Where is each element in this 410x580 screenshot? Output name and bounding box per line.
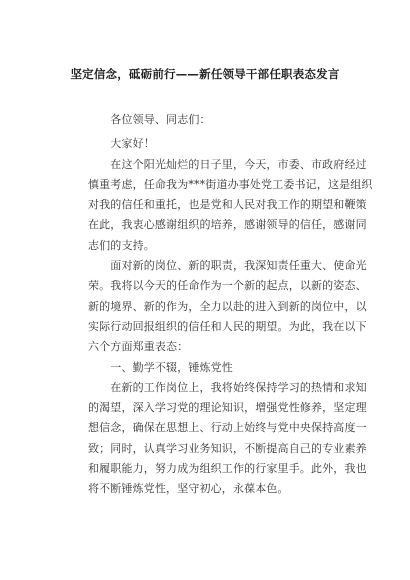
paragraph-line: 在新的工作岗位上，我将始终保持学习的热情和求知 <box>88 380 367 394</box>
paragraph-line: 慎重考虑，任命我为***街道办事处党工委书记，这是组织 <box>88 177 373 191</box>
paragraph-line: 在这个阳光灿烂的日子里，今天，市委、市政府经过 <box>88 157 367 171</box>
paragraph-line: 和履职能力，努力成为组织工作的行家里手。此外，我也 <box>88 462 367 476</box>
paragraph-line: 六个方面郑重表态： <box>88 340 189 354</box>
paragraph-line: 想信念，确保在思想上、行动上始终与党中央保持高度一 <box>88 421 367 435</box>
paragraph-line: 将不断锤炼党性，坚守初心，永葆本色。 <box>88 482 289 496</box>
paragraph-line: 志们的支持。 <box>88 238 155 252</box>
section-heading: 一、勤学不辍，锤炼党性 <box>88 360 233 374</box>
paragraph-line: 在此，我衷心感谢组织的培养，感谢领导的信任，感谢同 <box>88 218 367 232</box>
paragraph-line: 对我的信任和重托，也是党和人民对我工作的期望和鞭策 <box>88 198 367 212</box>
salutation: 各位领导、同志们： <box>88 113 211 126</box>
paragraph-line: 致；同时，认真学习业务知识，不断提高自己的专业素养 <box>88 441 367 455</box>
greeting: 大家好！ <box>88 137 155 151</box>
paragraph-line: 面对新的岗位、新的职责，我深知责任重大、使命光 <box>88 259 367 273</box>
document-title: 坚定信念，砥砺前行——新任领导干部任职表态发言 <box>70 67 340 81</box>
paragraph-line: 实际行动回报组织的信任和人民的期望。为此，我在以下 <box>88 319 367 333</box>
document-body <box>88 110 373 500</box>
paragraph-line: 荣。我将以今天的任命作为一个新的起点，以新的姿态、 <box>88 279 367 293</box>
paragraph-line: 的渴望，深入学习党的理论知识，增强党性修养，坚定理 <box>88 401 367 415</box>
paragraph-line: 新的境界、新的作为，全力以赴的进入到新的岗位中，以 <box>88 299 367 313</box>
